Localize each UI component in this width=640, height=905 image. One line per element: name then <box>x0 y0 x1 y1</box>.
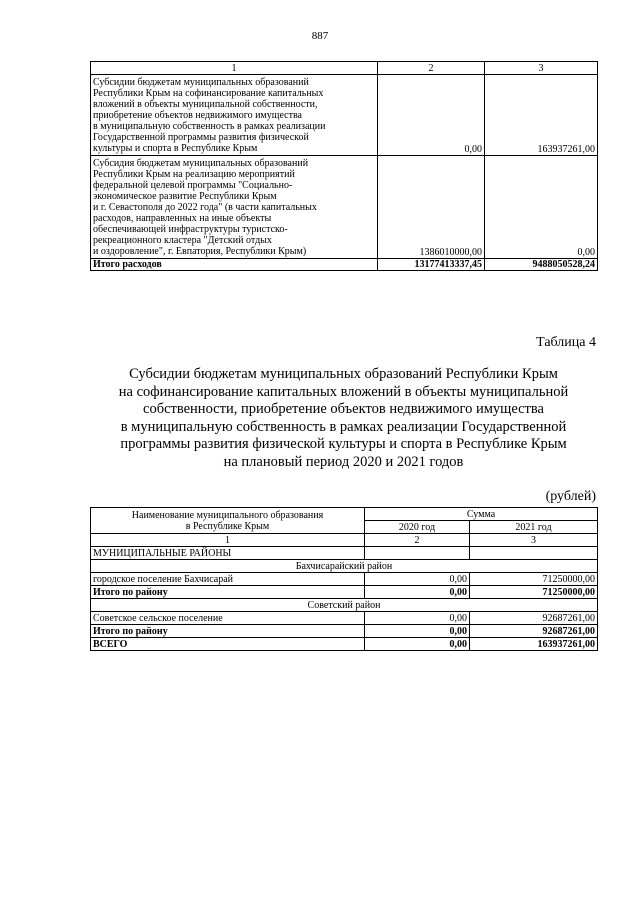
desc-line: и г. Севастополя до 2022 года" (в части капитальных <box>93 202 317 213</box>
title-line: программы развития физической культуры и спорта в Республике Крым <box>120 436 567 452</box>
total-col3: 9488050528,24 <box>485 259 598 271</box>
col-number-2: 2 <box>378 62 485 75</box>
header-row <box>91 508 598 521</box>
desc-line: Республики Крым на софинансирование капитальных <box>93 88 324 99</box>
desc-line: экономическое развитие Республики Крым <box>93 191 277 202</box>
row-description <box>91 75 378 156</box>
header-name-line: в Республике Крым <box>185 520 270 532</box>
district-name: Бахчисарайский район <box>91 560 598 573</box>
desc-line: приобретение объектов недвижимого имущества <box>93 110 302 121</box>
col-number-3: 3 <box>470 534 598 547</box>
desc-line: федеральной целевой программы "Социально- <box>93 180 293 191</box>
title-line: на плановый период 2020 и 2021 годов <box>223 453 464 470</box>
col-number-2: 2 <box>365 534 470 547</box>
title-line: собственности, приобретение объектов недвижимого имущества <box>143 401 544 417</box>
desc-line: Субсидии бюджетам муниципальных образований <box>93 77 309 88</box>
table-caption: Таблица 4 <box>536 335 596 350</box>
grand-total-row <box>91 638 598 651</box>
column-number-row <box>91 534 598 547</box>
header-year-2021: 2021 год <box>470 521 598 534</box>
col-number-1: 1 <box>91 534 365 547</box>
units-label: (рублей) <box>545 489 596 504</box>
desc-line: расходов, направленных на иные объекты <box>93 213 272 224</box>
district-name: Советский район <box>91 599 598 612</box>
desc-line: культуры и спорта в Республике Крым <box>93 143 258 154</box>
district-total-label: Итого по району <box>91 625 365 638</box>
desc-line: и оздоровление", г. Евпатория, Республики Крым) <box>93 246 307 257</box>
grand-total-2020: 0,00 <box>365 638 470 651</box>
municipality-name: городское поселение Бахчисарай <box>91 573 365 586</box>
header-year-2020: 2020 год <box>365 521 470 534</box>
value-2021: 71250000,00 <box>470 573 598 586</box>
title-line: в муниципальную собственность в рамках реализации Государственной <box>120 418 567 435</box>
page-number: 887 <box>311 30 329 42</box>
table-row <box>91 75 598 156</box>
district-total-2020: 0,00 <box>365 625 470 638</box>
district-row <box>91 599 598 612</box>
total-label: Итого расходов <box>91 259 378 271</box>
empty-cell <box>470 547 598 560</box>
row-value-col3: 0,00 <box>485 156 598 259</box>
value-2021: 92687261,00 <box>470 612 598 625</box>
desc-line: рекреационного кластера "Детский отдых <box>93 235 272 246</box>
table-row <box>91 612 598 625</box>
desc-line: Республики Крым на реализацию мероприятий <box>93 169 295 180</box>
col-number-1: 1 <box>91 62 378 75</box>
column-number-row <box>91 62 598 75</box>
row-value-col2: 0,00 <box>378 75 485 156</box>
district-total-row <box>91 586 598 599</box>
district-total-label: Итого по району <box>91 586 365 599</box>
district-total-row <box>91 625 598 638</box>
section-row <box>91 547 598 560</box>
district-total-2021: 71250000,00 <box>470 586 598 599</box>
header-name <box>91 508 365 534</box>
grand-total-2021: 163937261,00 <box>470 638 598 651</box>
desc-line: Государственной программы развития физической <box>93 132 309 143</box>
row-description <box>91 156 378 259</box>
section-title: МУНИЦИПАЛЬНЫЕ РАЙОНЫ <box>91 547 365 560</box>
title-line: Субсидии бюджетам муниципальных образований Республики Крым <box>129 366 558 382</box>
table-row <box>91 156 598 259</box>
district-total-2020: 0,00 <box>365 586 470 599</box>
desc-line: обеспечивающей инфраструктуры туристско- <box>93 224 288 235</box>
row-value-col2: 1386010000,00 <box>378 156 485 259</box>
table-row <box>91 573 598 586</box>
empty-cell <box>365 547 470 560</box>
district-total-2021: 92687261,00 <box>470 625 598 638</box>
header-sum: Сумма <box>365 508 598 521</box>
desc-line: вложений в объекты муниципальной собственности, <box>93 99 318 110</box>
desc-line: в муниципальную собственность в рамках реализации <box>93 121 326 132</box>
subsidies-table <box>90 507 598 651</box>
row-value-col3: 163937261,00 <box>485 75 598 156</box>
expenses-table-continuation <box>90 61 598 271</box>
table-title <box>90 366 597 471</box>
grand-total-label: ВСЕГО <box>91 638 365 651</box>
value-2020: 0,00 <box>365 573 470 586</box>
municipality-name: Советское сельское поселение <box>91 612 365 625</box>
district-row <box>91 560 598 573</box>
total-col2: 13177413337,45 <box>378 259 485 271</box>
title-line: на софинансирование капитальных вложений в объекты муниципальной <box>118 383 569 400</box>
desc-line: Субсидия бюджетам муниципальных образований <box>93 158 309 169</box>
total-row <box>91 259 598 271</box>
value-2020: 0,00 <box>365 612 470 625</box>
header-name-line: Наименование муниципального образования <box>131 509 324 521</box>
col-number-3: 3 <box>485 62 598 75</box>
